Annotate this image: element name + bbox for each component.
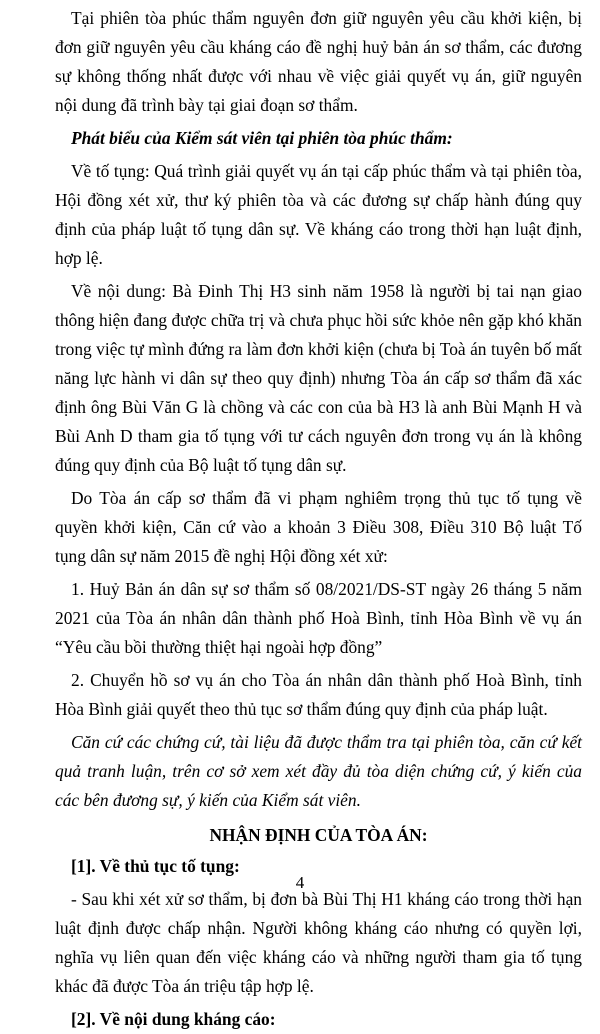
- court-findings-heading: NHẬN ĐỊNH CỦA TÒA ÁN:: [209, 825, 428, 845]
- paragraph-appellate-positions: Tại phiên tòa phúc thẩm nguyên đơn giữ nguyên yêu cầu khởi kiện, bị đơn giữ nguyên yêu cầu kháng cáo đề nghị huỷ bản án sơ thẩm, các đương sự không thống nhất được với nhau về việc giải quyết vụ án, giữ nguyên nội dung đã trình bày tại giai đoạn sơ thẩm.: [55, 8, 582, 115]
- paragraph-basis: Căn cứ các chứng cứ, tài liệu đã được thẩm tra tại phiên tòa, căn cứ kết quả tranh luận, trên cơ sở xem xét đầy đủ tòa diện chứng cứ, ý kiến của các bên đương sự, ý kiến của Kiểm sát viên.: [55, 732, 582, 810]
- section-1-title: [1]. Về thủ tục tố tụng:: [71, 856, 240, 876]
- paragraph-procedure: Về tố tụng: Quá trình giải quyết vụ án tại cấp phúc thẩm và tại phiên tòa, Hội đồng xét xử, thư ký phiên tòa và các đương sự chấp hành đúng quy định của pháp luật tố tụng dân sự. Về kháng cáo trong thời hạn luật định, hợp lệ.: [55, 161, 582, 268]
- section-2-title: [2]. Về nội dung kháng cáo:: [71, 1009, 276, 1029]
- paragraph-procedural-findings: - Sau khi xét xử sơ thẩm, bị đơn bà Bùi Thị H1 kháng cáo trong thời hạn luật định được chấp nhận. Người không kháng cáo nhưng có quyền lợi, nghĩa vụ liên quan đến việc kháng cáo và những người tham gia tố tụng khác đã được Tòa án triệu tập hợp lệ.: [55, 889, 582, 996]
- paragraph-content: Về nội dung: Bà Đinh Thị H3 sinh năm 1958 là người bị tai nạn giao thông hiện đang được chữa trị và chưa phục hồi sức khỏe nên gặp khó khăn trong việc tự mình đứng ra làm đơn khởi kiện (chưa bị Toà án tuyên bố mất năng lực hành vi dân sự theo quy định) nhưng Tòa án cấp sơ thẩm đã xác định ông Bùi Văn G là chồng và các con của bà H3 là anh Bùi Mạnh H và Bùi Anh D tham gia tố tụng với tư cách nguyên đơn trong vụ án là không đúng quy định của Bộ luật tố tụng dân sự.: [55, 281, 582, 475]
- paragraph-violation: Do Tòa án cấp sơ thẩm đã vi phạm nghiêm trọng thủ tục tố tụng về quyền khởi kiện, Căn cứ vào a khoản 3 Điều 308, Điều 310 Bộ luật Tố tụng dân sự năm 2015 đề nghị Hội đồng xét xử:: [55, 488, 582, 566]
- prosecutor-statement-heading: Phát biểu của Kiểm sát viên tại phiên tòa phúc thẩm:: [71, 128, 453, 148]
- page-number: 4: [295, 873, 305, 892]
- paragraph-proposal-2: 2. Chuyển hồ sơ vụ án cho Tòa án nhân dân thành phố Hoà Bình, tỉnh Hòa Bình giải quyết theo thủ tục sơ thẩm đúng quy định của pháp luật.: [55, 670, 582, 719]
- paragraph-proposal-1: 1. Huỷ Bản án dân sự sơ thẩm số 08/2021/DS-ST ngày 26 tháng 5 năm 2021 của Tòa án nhân dân thành phố Hoà Bình, tỉnh Hòa Bình về vụ án “Yêu cầu bồi thường thiệt hại ngoài hợp đồng”: [55, 579, 582, 657]
